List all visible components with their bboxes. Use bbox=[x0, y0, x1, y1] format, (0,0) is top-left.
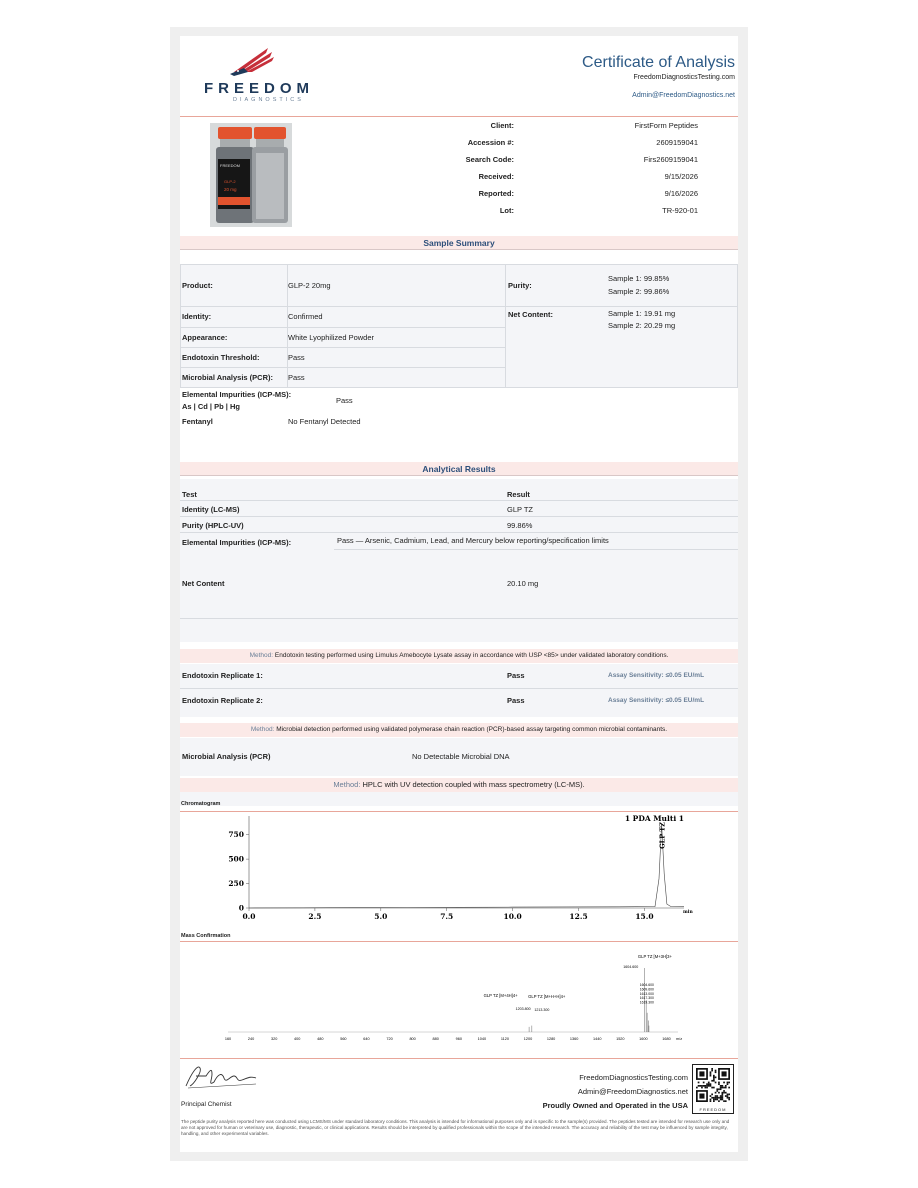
microbial-method-label: Method: bbox=[250, 726, 275, 733]
qr-module bbox=[720, 1085, 722, 1087]
qr-module bbox=[706, 1085, 708, 1087]
endotoxin-rep1-sensitivity: Assay Sensitivity: ≤0.05 EU/mL bbox=[608, 672, 705, 679]
x-tick-label: 160 bbox=[224, 1037, 232, 1041]
endotoxin-method-text: Endotoxin testing performed using Limulus Amebocyte Lysate assay in accordance with USP <85> under validated laboratory conditions. bbox=[274, 652, 669, 659]
x-tick-label: 1600 bbox=[639, 1037, 648, 1041]
mass-confirmation-title: Mass Confirmation bbox=[181, 933, 231, 939]
info-accession: Accession #: 2609159041 bbox=[467, 138, 698, 147]
summary-appearance-label: Appearance: bbox=[182, 333, 228, 342]
peak-value-label: 1617.300 bbox=[639, 996, 654, 1001]
info-reported: Reported: 9/16/2026 bbox=[478, 189, 698, 198]
qr-module bbox=[713, 1077, 715, 1079]
info-received: Received: 9/15/2026 bbox=[478, 172, 698, 181]
qr-module bbox=[713, 1080, 715, 1082]
qr-module bbox=[718, 1082, 720, 1084]
x-tick-label: 1120 bbox=[500, 1037, 510, 1041]
qr-module bbox=[715, 1071, 717, 1073]
x-tick-label: 5.0 bbox=[374, 912, 388, 921]
qr-module bbox=[703, 1082, 705, 1084]
summary-elemental-label: Elemental Impurities (ICP-MS): bbox=[182, 390, 292, 399]
y-tick-label: 500 bbox=[228, 854, 244, 864]
microbial-method-bar bbox=[180, 723, 738, 737]
x-tick-label: 0.0 bbox=[242, 912, 256, 921]
qr-module bbox=[711, 1080, 713, 1082]
header-email[interactable]: Admin@FreedomDiagnostics.net bbox=[632, 92, 735, 99]
peak-value-label: 1619.300 bbox=[639, 1000, 654, 1005]
qr-module bbox=[710, 1099, 712, 1101]
qr-module bbox=[727, 1082, 729, 1084]
peak-annotation: GLP TZ [M+4H]4+ bbox=[483, 993, 518, 998]
chromatogram-trace bbox=[249, 824, 684, 908]
qr-module bbox=[728, 1097, 730, 1099]
mass-spectrum-chart bbox=[180, 942, 738, 1054]
x-tick-label: 1200 bbox=[523, 1037, 533, 1041]
summary-product-value: GLP-2 20mg bbox=[288, 281, 331, 290]
x-tick-label: 1360 bbox=[569, 1037, 579, 1041]
sample-summary-header: Sample Summary bbox=[180, 236, 738, 250]
qr-module bbox=[722, 1085, 724, 1087]
summary-product-label: Product: bbox=[182, 281, 213, 290]
endotoxin-rep1-label: Endotoxin Replicate 1: bbox=[182, 671, 263, 680]
qr-module bbox=[710, 1095, 712, 1097]
qr-module bbox=[715, 1099, 717, 1101]
summary-identity-label: Identity: bbox=[182, 312, 212, 321]
qr-module bbox=[716, 1090, 718, 1092]
info-search-code: Search Code: Firs2609159041 bbox=[465, 155, 698, 164]
qr-finder bbox=[699, 1071, 704, 1076]
qr-module bbox=[708, 1082, 710, 1084]
x-tick-label: 560 bbox=[340, 1037, 347, 1041]
results-row-test: Identity (LC-MS) bbox=[182, 505, 240, 514]
qr-module bbox=[711, 1068, 713, 1070]
vial-label-dose: 20 mg bbox=[224, 187, 237, 192]
x-tick-label: 1040 bbox=[477, 1037, 487, 1041]
x-tick-label: 7.5 bbox=[440, 912, 454, 921]
qr-module bbox=[699, 1085, 701, 1087]
peak-value-label: 1604.600 bbox=[639, 983, 654, 987]
results-row-result: 99.86% bbox=[507, 521, 533, 530]
peak-value-label: 1613.000 bbox=[639, 991, 654, 996]
disclaimer-text: The peptide purity analysis reported here was conducted using LCMS/MS under standard laboratory conditions. This analysis is intended for informational purposes only and is specific to the sample(s) provided. The peptides tested are intended for research use only and are not approved for human or veterinary use, diagnostic, therapeutic, or clinical applications. Results should be interpreted by qualified professionals within the scope of the intended research. The accuracy and reliability of the test may be influenced by sample integrity, handling, and other experimental variables. bbox=[181, 1119, 730, 1137]
header-divider bbox=[180, 116, 738, 117]
summary-elemental-value: Pass bbox=[336, 396, 353, 405]
qr-module bbox=[720, 1097, 722, 1099]
x-axis-unit: min bbox=[683, 910, 693, 915]
results-col-test: Test bbox=[182, 490, 197, 499]
x-tick-label: 10.0 bbox=[503, 912, 522, 921]
qr-module bbox=[711, 1097, 713, 1099]
summary-microbial-label: Microbial Analysis (PCR): bbox=[182, 373, 273, 382]
hplc-spacer bbox=[180, 792, 738, 806]
qr-module bbox=[715, 1095, 717, 1097]
qr-module bbox=[725, 1085, 727, 1087]
qr-module bbox=[722, 1095, 724, 1097]
qr-module bbox=[718, 1083, 720, 1085]
results-row-test: Net Content bbox=[182, 579, 225, 588]
qr-module bbox=[713, 1099, 715, 1101]
signer-title: Principal Chemist bbox=[181, 1101, 232, 1108]
results-row-test: Elemental Impurities (ICP-MS): bbox=[182, 538, 292, 547]
qr-module bbox=[715, 1092, 717, 1094]
results-row-result: 20.10 mg bbox=[507, 579, 539, 588]
x-tick-label: 960 bbox=[455, 1037, 462, 1041]
x-tick-label: 640 bbox=[363, 1037, 370, 1041]
hplc-method-label: Method: bbox=[333, 780, 361, 789]
qr-module bbox=[723, 1100, 725, 1102]
qr-module bbox=[727, 1097, 729, 1099]
x-tick-label: 1520 bbox=[616, 1037, 625, 1041]
x-tick-label: 1680 bbox=[662, 1037, 671, 1041]
x-tick-label: 400 bbox=[294, 1037, 301, 1041]
coa-page bbox=[180, 36, 738, 1152]
info-lot: Lot: TR-920-01 bbox=[499, 206, 698, 215]
x-tick-label: 240 bbox=[247, 1037, 255, 1041]
vial-label-product: GLP-2 bbox=[224, 179, 236, 184]
qr-module bbox=[716, 1097, 718, 1099]
qr-module bbox=[713, 1075, 715, 1077]
hplc-method-bar bbox=[180, 778, 738, 792]
qr-finder bbox=[699, 1094, 704, 1099]
summary-net-sample2: Sample 2: 20.29 mg bbox=[608, 321, 676, 330]
qr-module bbox=[725, 1087, 727, 1089]
qr-module bbox=[716, 1099, 718, 1101]
chromatogram-title: Chromatogram bbox=[181, 801, 221, 807]
y-tick-label: 750 bbox=[228, 830, 244, 840]
qr-module bbox=[716, 1088, 718, 1090]
qr-module bbox=[718, 1088, 720, 1090]
qr-module bbox=[698, 1085, 700, 1087]
brand-name: FREEDOM bbox=[204, 80, 314, 97]
qr-module bbox=[710, 1100, 712, 1102]
qr-module bbox=[720, 1099, 722, 1101]
qr-module bbox=[727, 1094, 729, 1096]
qr-module bbox=[718, 1100, 720, 1102]
qr-module bbox=[711, 1087, 713, 1089]
qr-module bbox=[713, 1100, 715, 1102]
qr-module bbox=[720, 1088, 722, 1090]
x-tick-label: 720 bbox=[386, 1037, 393, 1041]
qr-module bbox=[710, 1071, 712, 1073]
qr-module bbox=[715, 1077, 717, 1079]
footer-website[interactable]: FreedomDiagnosticsTesting.com bbox=[579, 1073, 688, 1082]
results-col-result: Result bbox=[507, 490, 530, 499]
summary-purity-sample2: Sample 2: 99.86% bbox=[608, 287, 670, 296]
results-row-result: GLP TZ bbox=[507, 505, 533, 514]
qr-module bbox=[722, 1094, 724, 1096]
qr-module bbox=[713, 1078, 715, 1080]
results-row-test: Purity (HPLC-UV) bbox=[182, 521, 244, 530]
qr-module bbox=[723, 1087, 725, 1089]
peak-annotation: GLP TZ [M+H+H]4+ bbox=[528, 994, 566, 999]
document-title: Certificate of Analysis bbox=[582, 54, 735, 71]
qr-module bbox=[723, 1090, 725, 1092]
qr-module bbox=[713, 1097, 715, 1099]
qr-module bbox=[698, 1082, 700, 1084]
summary-appearance-value: White Lyophilized Powder bbox=[288, 333, 375, 342]
analytical-results-header: Analytical Results bbox=[180, 462, 738, 476]
y-tick-label: 250 bbox=[228, 879, 244, 889]
summary-microbial-value: Pass bbox=[288, 373, 305, 382]
chromatogram-legend: 1 PDA Multi 1 bbox=[624, 814, 684, 823]
qr-module bbox=[728, 1099, 730, 1101]
brand-subtitle: DIAGNOSTICS bbox=[233, 97, 304, 103]
footer-divider bbox=[180, 1058, 738, 1059]
chromatogram-chart bbox=[180, 812, 738, 930]
peak-value-label: 1203.800 bbox=[515, 1007, 531, 1011]
qr-module bbox=[696, 1087, 698, 1089]
qr-module bbox=[701, 1085, 703, 1087]
endotoxin-rep2-sensitivity: Assay Sensitivity: ≤0.05 EU/mL bbox=[608, 697, 705, 704]
summary-fentanyl-label: Fentanyl bbox=[182, 417, 213, 426]
qr-module bbox=[728, 1082, 730, 1084]
qr-module bbox=[710, 1073, 712, 1075]
qr-module bbox=[725, 1095, 727, 1097]
qr-module bbox=[701, 1087, 703, 1089]
qr-module bbox=[720, 1095, 722, 1097]
hplc-method-text: HPLC with UV detection coupled with mass spectrometry (LC-MS). bbox=[362, 780, 585, 789]
summary-purity-sample1: Sample 1: 99.85% bbox=[608, 274, 670, 283]
footer-email[interactable]: Admin@FreedomDiagnostics.net bbox=[577, 1087, 688, 1096]
qr-finder bbox=[722, 1071, 727, 1076]
qr-module bbox=[728, 1087, 730, 1089]
product-photo bbox=[210, 123, 292, 227]
summary-endotoxin-label: Endotoxin Threshold: bbox=[182, 353, 260, 362]
x-tick-label: 880 bbox=[432, 1037, 439, 1041]
qr-module bbox=[711, 1094, 713, 1096]
qr-module bbox=[725, 1092, 727, 1094]
qr-module bbox=[722, 1092, 724, 1094]
qr-caption: FREEDOM bbox=[699, 1107, 727, 1112]
summary-elemental-sub: As | Cd | Pb | Hg bbox=[182, 402, 240, 411]
qr-module bbox=[727, 1095, 729, 1097]
qr-module bbox=[710, 1083, 712, 1085]
qr-module bbox=[725, 1100, 727, 1102]
microbial-result-label: Microbial Analysis (PCR) bbox=[182, 752, 271, 761]
qr-code[interactable] bbox=[692, 1064, 734, 1114]
summary-identity-value: Confirmed bbox=[288, 312, 323, 321]
x-tick-label: 2.5 bbox=[308, 912, 322, 921]
qr-module bbox=[713, 1087, 715, 1089]
qr-module bbox=[710, 1085, 712, 1087]
qr-module bbox=[708, 1085, 710, 1087]
vial-label-brand: FREEDOM bbox=[220, 163, 240, 168]
x-tick-label: 480 bbox=[317, 1037, 324, 1041]
summary-purity-label: Purity: bbox=[508, 281, 532, 290]
x-tick-label: 12.5 bbox=[569, 912, 588, 921]
qr-module bbox=[715, 1070, 717, 1072]
endotoxin-rep2-label: Endotoxin Replicate 2: bbox=[182, 696, 263, 705]
qr-module bbox=[727, 1083, 729, 1085]
qr-module bbox=[708, 1083, 710, 1085]
summary-fentanyl-value: No Fentanyl Detected bbox=[288, 417, 361, 426]
x-tick-label: 320 bbox=[270, 1037, 278, 1041]
peak-annotation: GLP TZ [M+3H]3+ bbox=[637, 954, 672, 959]
endotoxin-method-label: Method: bbox=[249, 652, 274, 659]
qr-module bbox=[710, 1075, 712, 1077]
x-axis-unit: m/z bbox=[676, 1037, 683, 1041]
qr-module bbox=[706, 1083, 708, 1085]
x-tick-label: 15.0 bbox=[635, 912, 654, 921]
endotoxin-rep1-result: Pass bbox=[507, 671, 525, 680]
summary-net-label: Net Content: bbox=[508, 310, 553, 319]
qr-module bbox=[705, 1087, 707, 1089]
eagle-logo bbox=[230, 44, 280, 78]
qr-module bbox=[706, 1087, 708, 1089]
peak-value-label: 1604.600 bbox=[623, 965, 639, 969]
header-website[interactable]: FreedomDiagnosticsTesting.com bbox=[633, 74, 735, 81]
summary-endotoxin-value: Pass bbox=[288, 353, 305, 362]
microbial-method-text: Microbial detection performed using validated polymerase chain reaction (PCR)-based assay targeting common microbial contaminants. bbox=[276, 726, 668, 733]
qr-module bbox=[716, 1095, 718, 1097]
qr-module bbox=[711, 1070, 713, 1072]
qr-module bbox=[718, 1097, 720, 1099]
signature-image bbox=[182, 1062, 260, 1092]
peak-label: GLP TZ bbox=[658, 822, 667, 849]
results-row-result: Pass — Arsenic, Cadmium, Lead, and Mercury below reporting/specification limits bbox=[337, 536, 609, 545]
footer-tagline: Proudly Owned and Operated in the USA bbox=[542, 1101, 688, 1110]
x-tick-label: 1280 bbox=[546, 1037, 556, 1041]
qr-module bbox=[720, 1087, 722, 1089]
peak-value-label: 1213.300 bbox=[534, 1008, 550, 1012]
qr-module bbox=[723, 1092, 725, 1094]
microbial-result-value: No Detectable Microbial DNA bbox=[412, 752, 510, 761]
endotoxin-method-bar bbox=[180, 649, 738, 663]
qr-module bbox=[718, 1092, 720, 1094]
qr-module bbox=[722, 1099, 724, 1101]
qr-module bbox=[705, 1085, 707, 1087]
qr-module bbox=[723, 1082, 725, 1084]
summary-net-sample1: Sample 1: 19.91 mg bbox=[608, 309, 676, 318]
qr-module bbox=[728, 1094, 730, 1096]
qr-module bbox=[715, 1097, 717, 1099]
y-tick-label: 0 bbox=[238, 903, 244, 913]
x-tick-label: 800 bbox=[409, 1037, 416, 1041]
info-client: Client: FirstForm Peptides bbox=[490, 121, 698, 130]
qr-module bbox=[722, 1097, 724, 1099]
qr-module bbox=[703, 1085, 705, 1087]
peak-value-label: 1609.600 bbox=[639, 987, 654, 992]
endotoxin-rep2-result: Pass bbox=[507, 696, 525, 705]
qr-module bbox=[715, 1082, 717, 1084]
qr-module bbox=[722, 1087, 724, 1089]
x-tick-label: 1440 bbox=[593, 1037, 602, 1041]
